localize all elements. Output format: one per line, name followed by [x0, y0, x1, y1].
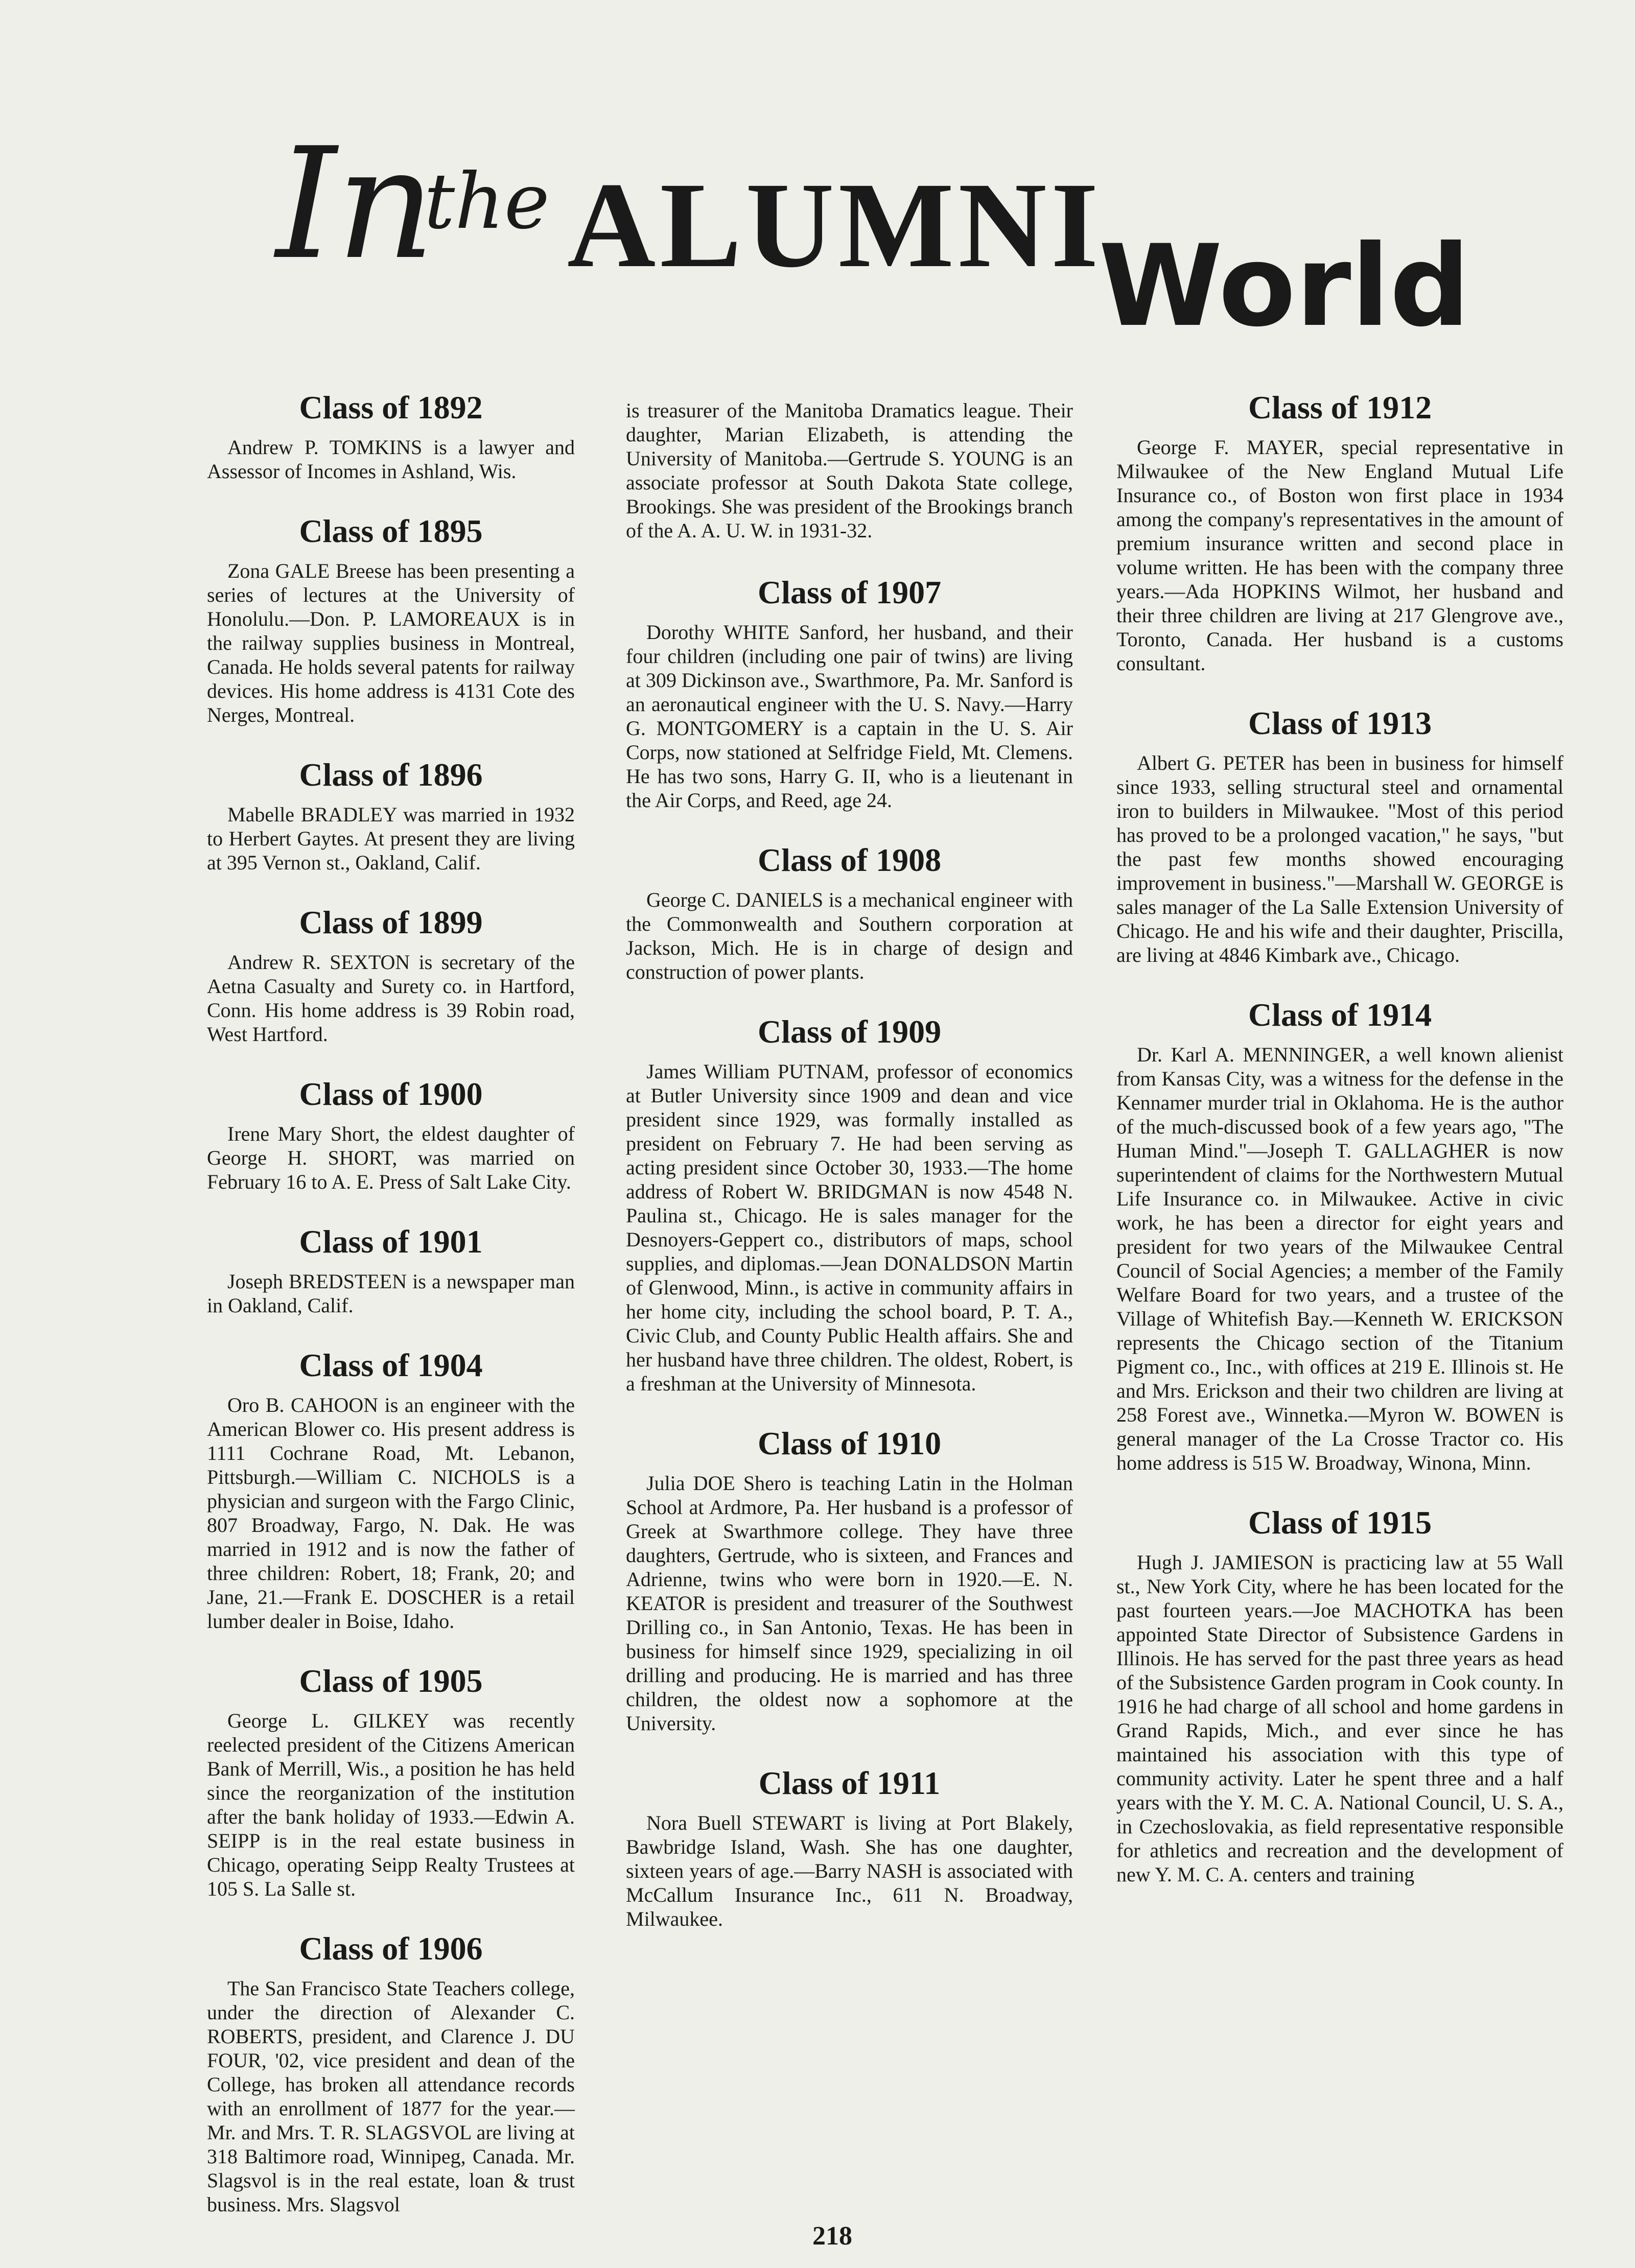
- page-number: 218: [812, 2222, 852, 2251]
- class-heading: Class of 1907: [757, 574, 942, 610]
- column-3: [1116, 388, 1563, 1915]
- class-notes: Hugh J. JAMIESON is practicing law at 55 Wall st., New York City, where he has been located for the past fourteen years.—Joe MACHOTKA has been appointed State Director of Subsistence Gardens in Illinois. He has served for the past three years as head of the Subsistence Garden program in Cook county. In 1916 he had charge of all school and home gardens in Grand Rapids, Mich., and ever since he has maintained his association with this type of community activity. Later he spent three and a half years with the Y. M. C. A. National Council, U. S. A., in Czechoslovakia, as field representative responsible for athletics and recreation and the development of new Y. M. C. A. centers and training: [1116, 1551, 1563, 1886]
- class-notes: Dorothy WHITE Sanford, her husband, and their four children (including one pair of twins) are living at 309 Dickinson ave., Swarthmore, Pa. Mr. Sanford is an aeronautical engineer with the U. S. Navy.—Harry G. MONTGOMERY is a captain in the U. S. Air Corps, now stationed at Selfridge Field, Mt. Clemens. He has two sons, Harry G. II, who is a lieutenant in the Air Corps, and Reed, age 24.: [626, 621, 1073, 812]
- continued-notes: is treasurer of the Manitoba Dramatics league. Their daughter, Marian Elizabeth, is attending the University of Manitoba.—Gertrude S. YOUNG is an associate professor at South Dakota State college, Brookings. She was president of the Brookings branch of the A. A. U. W. in 1931-32.: [626, 399, 1073, 542]
- class-notes: Dr. Karl A. MENNINGER, a well known alienist from Kansas City, was a witness for the defense in the Kennamer murder trial in Oklahoma. He is the author of the much-discussed book of a few years ago, "The Human Mind."—Joseph T. GALLAGHER is now superintendent of claims for the Northwestern Mutual Life Insurance co. in Milwaukee. Active in civic work, he has been a director for eight years and president for two years of the Milwaukee Central Council of Social Agencies; a member of the Family Welfare Board for two years, and a trustee of the Village of Whitefish Bay.—Kenneth W. ERICKSON represents the Chicago section of the Titanium Pigment co., Inc., with offices at 219 E. Illinois st. He and Mrs. Erickson and their two children are living at 258 Forest ave., Winnetka.—Myron W. BOWEN is general manager of the La Crosse Tractor co. His home address is 515 W. Broadway, Winona, Minn.: [1116, 1043, 1563, 1474]
- class-heading: Class of 1911: [758, 1765, 941, 1801]
- class-heading: Class of 1896: [299, 757, 483, 793]
- class-entry: [207, 1662, 575, 1901]
- class-notes: Zona GALE Breese has been presenting a series of lectures at the University of Honolulu.—Don. P. LAMOREAUX is in the railway supplies business in Montreal, Canada. He holds several patents for railway devices. His home address is 4131 Cote des Nerges, Montreal.: [207, 559, 575, 726]
- class-notes: Irene Mary Short, the eldest daughter of George H. SHORT, was married on February 16 to A. E. Press of Salt Lake City.: [207, 1122, 575, 1193]
- class-heading: Class of 1908: [757, 842, 942, 878]
- class-heading: Class of 1909: [757, 1013, 942, 1050]
- class-entry: [207, 903, 575, 1046]
- class-heading: Class of 1915: [1248, 1504, 1432, 1541]
- class-entry: [207, 1222, 575, 1317]
- class-heading: Class of 1904: [299, 1347, 483, 1383]
- class-heading: Class of 1900: [299, 1076, 483, 1112]
- class-notes: George F. MAYER, special representative in Milwaukee of the New England Mutual Life Insurance co., of Boston won first place in 1934 among the company's representatives in the amount of premium insurance written and second place in volume written. He has been with the company three years.—Ada HOPKINS Wilmot, her husband and their three children are living at 217 Glengrove ave., Toronto, Canada. Her husband is a customs consultant.: [1116, 436, 1563, 675]
- class-notes: James William PUTNAM, professor of economics at Butler University since 1909 and dean and vice president since 1929, was formally installed as president on February 7. He had been serving as acting president since October 30, 1933.—The home address of Robert W. BRIDGMAN is now 4548 N. Paulina st., Chicago. He is sales manager for the Desnoyers-Geppert co., distributors of maps, school supplies, and diplomas.—Jean DONALDSON Martin of Glenwood, Minn., is active in community affairs in her home city, including the school board, P. T. A., Civic Club, and County Public Health affairs. She and her husband have three children. The oldest, Robert, is a freshman at the University of Minnesota.: [626, 1060, 1073, 1395]
- masthead-in: In: [276, 115, 435, 293]
- class-entry: [626, 841, 1073, 984]
- class-entry: [207, 1075, 575, 1194]
- class-notes: Andrew R. SEXTON is secretary of the Aetna Casualty and Surety co. in Hartford, Conn. His home address is 39 Robin road, West Hartford.: [207, 951, 575, 1046]
- class-entry: [207, 755, 575, 875]
- masthead-world: World: [1099, 221, 1470, 351]
- class-entry: [1116, 996, 1563, 1475]
- class-notes: Mabelle BRADLEY was married in 1932 to Herbert Gaytes. At present they are living at 395 Vernon st., Oakland, Calif.: [207, 803, 575, 874]
- class-entry: [207, 388, 575, 483]
- class-notes: Nora Buell STEWART is living at Port Blakely, Bawbridge Island, Wash. She has one daughter, sixteen years of age.—Barry NASH is associated with McCallum Insurance Inc., 611 N. Broadway, Milwaukee.: [626, 1811, 1073, 1930]
- masthead: [0, 0, 1635, 368]
- class-entry: [1116, 388, 1563, 675]
- class-entry: [626, 1012, 1073, 1396]
- class-entry: [207, 1929, 575, 2216]
- class-heading: Class of 1895: [299, 513, 483, 549]
- class-notes: Oro B. CAHOON is an engineer with the American Blower co. His present address is 1111 Cochrane Road, Mt. Lebanon, Pittsburgh.—William C. NICHOLS is a physician and surgeon with the Fargo Clinic, 807 Broadway, Fargo, N. Dak. He was married in 1912 and is now the father of three children: Robert, 18; Frank, 20; and Jane, 21.—Frank E. DOSCHER is a retail lumber dealer in Boise, Idaho.: [207, 1393, 575, 1633]
- class-notes: Julia DOE Shero is teaching Latin in the Holman School at Ardmore, Pa. Her husband is a professor of Greek at Swarthmore college. They have three daughters, Gertrude, who is sixteen, and Frances and Adrienne, twins who were born in 1920.—E. N. KEATOR is president and treasurer of the Southwest Drilling co., in San Antonio, Texas. He has been in business for himself since 1929, specializing in oil drilling and producing. He is married and has three children, the oldest now a sophomore at the University.: [626, 1472, 1073, 1735]
- class-heading: Class of 1913: [1248, 705, 1432, 741]
- class-notes: George C. DANIELS is a mechanical engineer with the Commonwealth and Southern corporation at Jackson, Mich. He is in charge of design and construction of power plants.: [626, 888, 1073, 983]
- class-entry: [207, 1346, 575, 1633]
- class-entry: [207, 512, 575, 727]
- class-heading: Class of 1905: [299, 1663, 483, 1699]
- class-entry: [1116, 1503, 1563, 1886]
- class-entry: [626, 573, 1073, 812]
- class-notes: Joseph BREDSTEEN is a newspaper man in Oakland, Calif.: [207, 1270, 575, 1317]
- class-notes: Albert G. PETER has been in business for himself since 1933, selling structural steel and ornamental iron to builders in Milwaukee. "Most of this period has proved to be a prolonged vacation," he says, "but the past few months showed encouraging improvement in business."—Marshall W. GEORGE is sales manager of the La Salle Extension University of Chicago. He and his wife and their daughter, Priscilla, are living at 4846 Kimbark ave., Chicago.: [1116, 751, 1563, 966]
- class-heading: Class of 1912: [1248, 389, 1432, 426]
- class-notes: The San Francisco State Teachers college, under the direction of Alexander C. ROBERTS, president, and Clarence J. DU FOUR, '02, vice president and dean of the College, has broken all attendance records with an enrollment of 1877 for the year.—Mr. and Mrs. T. R. SLAGSVOL are living at 318 Baltimore road, Winnipeg, Canada. Mr. Slagsvol is in the real estate, loan & trust business. Mrs. Slagsvol: [207, 1977, 575, 2216]
- masthead-the: the: [424, 157, 550, 246]
- class-entry: [626, 1764, 1073, 1931]
- class-heading: Class of 1914: [1248, 997, 1432, 1033]
- class-heading: Class of 1899: [299, 904, 483, 940]
- class-heading: Class of 1910: [757, 1425, 942, 1461]
- class-notes: Andrew P. TOMKINS is a lawyer and Assessor of Incomes in Ashland, Wis.: [207, 436, 575, 483]
- class-heading: Class of 1892: [299, 389, 483, 426]
- masthead-alumni: ALUMNI: [567, 157, 1103, 293]
- column-2: [626, 398, 1073, 1959]
- class-entry: [626, 1424, 1073, 1735]
- class-heading: Class of 1901: [299, 1223, 483, 1260]
- class-notes: George L. GILKEY was recently reelected president of the Citizens American Bank of Merrill, Wis., a position he has held since the reorganization of the institution after the bank holiday of 1933.—Edwin A. SEIPP is in the real estate business in Chicago, operating Seipp Realty Trustees at 105 S. La Salle st.: [207, 1709, 575, 1900]
- class-heading: Class of 1906: [299, 1930, 483, 1967]
- column-1: [207, 388, 575, 2245]
- class-entry: [1116, 704, 1563, 967]
